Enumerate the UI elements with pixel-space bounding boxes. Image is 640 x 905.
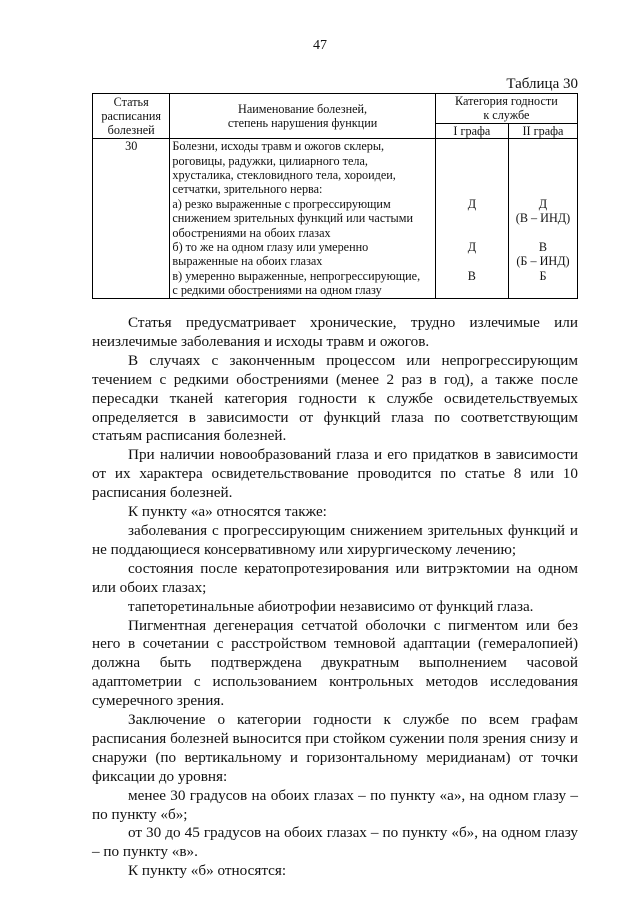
graf-1-line [438,283,506,297]
paragraph: Пигментная дегенерация сетчатой оболочки с пигментом или без него в сочетании с расстройством темновой адаптации (гемералопией) должна быть подтверждена двукратным выполнением часовой адаптометрии с использованием контрольных методов исследования сумеречного зрения. [92,616,578,710]
graf-1-line: В [467,268,476,283]
header-article-line: болезней [107,123,155,138]
graf-2-line [511,139,575,153]
graf-1-line [438,182,506,196]
graf-1-line [438,226,506,240]
disease-line: б) то же на одном глазу или умеренно [172,240,369,255]
disease-line: хрусталика, стекловидного тела, хороидеи, [172,168,396,183]
graf-1-line [438,211,506,225]
graf-1-line [438,154,506,168]
graf-2-line [511,283,575,297]
disease-line: с редкими обострениями на одном глазу [172,283,382,298]
paragraph: К пункту «а» относятся также: [128,503,327,521]
disease-line: снижением зрительных функций или частыми [172,211,413,226]
header-category-line: Категория годности [455,94,558,108]
header-article-line: Статья [113,94,149,109]
header-article [93,94,170,139]
disease-line: Болезни, исходы травм и ожогов склеры, [172,139,385,154]
graf-1-line: Д [467,196,477,211]
paragraph: В случаях с законченным процессом или непрогрессирующим течением с редкими обострениями (менее 2 раз в год), а также после пересадки тканей категория годности к службе освидетельствуемых определяется в зависимости от функций глаза по соответствующим статьям расписания болезней. [92,351,578,445]
graf-2-line: В [538,240,548,255]
header-graf-1: I графа [435,123,508,138]
header-graf-2: II графа [508,123,577,138]
paragraph: При наличии новообразований глаза и его придатков в зависимости от их характера освидетельствование проводится по статье 8 или 10 расписания болезней. [92,446,578,502]
body-text [92,314,578,881]
graf-1-line [438,168,506,182]
graf-1-line [438,254,506,268]
paragraph: заболевания с прогрессирующим снижением зрительных функций и не поддающиеся консервативному или хирургическому лечению; [92,521,578,558]
graf-1-line [438,139,506,153]
cell-graf-1 [435,139,508,298]
paragraph: тапеторетинальные абиотрофии независимо от функций глаза. [128,597,534,615]
graf-2-line: Б [539,268,547,283]
header-category [435,94,577,124]
disease-line: обострениями на обоих глазах [172,225,331,240]
cell-graf-2 [508,139,577,298]
paragraph: Статья предусматривает хронические, трудно излечимые или неизлечимые заболевания и исходы травм и ожогов. [92,314,578,350]
header-disease-line: степень нарушения функции [227,116,378,131]
graf-2-line [511,226,575,240]
table-header-row [93,94,578,124]
paragraph: от 30 до 45 градусов на обоих глазах – по пункту «б», на одном глазу – по пункту «в». [92,824,578,861]
graf-2-line: Д [538,196,548,211]
paragraph: Заключение о категории годности к службе по всем графам расписания болезней выносится при стойком сужении поля зрения снизу и снаружи (по вертикальному и горизонтальному меридианам) от точки фиксации до уровня: [92,711,578,785]
cell-disease-name [170,139,435,298]
disease-line: роговицы, радужки, цилиарного тела, [172,153,368,168]
table-label: Таблица 30 [506,76,578,92]
graf-2-line: (Б – ИНД) [516,254,570,269]
header-disease-line: Наименование болезней, [238,101,368,116]
header-disease [170,94,435,139]
table-row [93,139,578,298]
cell-article-number: 30 [93,139,170,298]
disease-line: выраженные на обоих глазах [172,254,323,269]
page-number: 47 [313,38,327,53]
paragraph: состояния после кератопротезирования или витрэктомии на одном или обоих глазах; [92,559,578,596]
graf-1-line: Д [467,240,477,255]
disease-line: сетчатки, зрительного нерва: [172,182,323,197]
disease-line: а) резко выраженные с прогрессирующим [172,196,391,211]
header-article-line: расписания [101,108,161,123]
graf-2-line [511,182,575,196]
paragraph: менее 30 градусов на обоих глазах – по пункту «а», на одном глазу – по пункту «б»; [92,786,578,823]
disease-table [92,93,578,299]
header-category-line: к службе [483,108,530,123]
graf-2-line [511,168,575,182]
graf-2-line: (В – ИНД) [515,211,571,226]
disease-line: в) умеренно выраженные, непрогрессирующие, [172,268,421,283]
paragraph: К пункту «б» относятся: [128,862,287,880]
graf-2-line [511,154,575,168]
